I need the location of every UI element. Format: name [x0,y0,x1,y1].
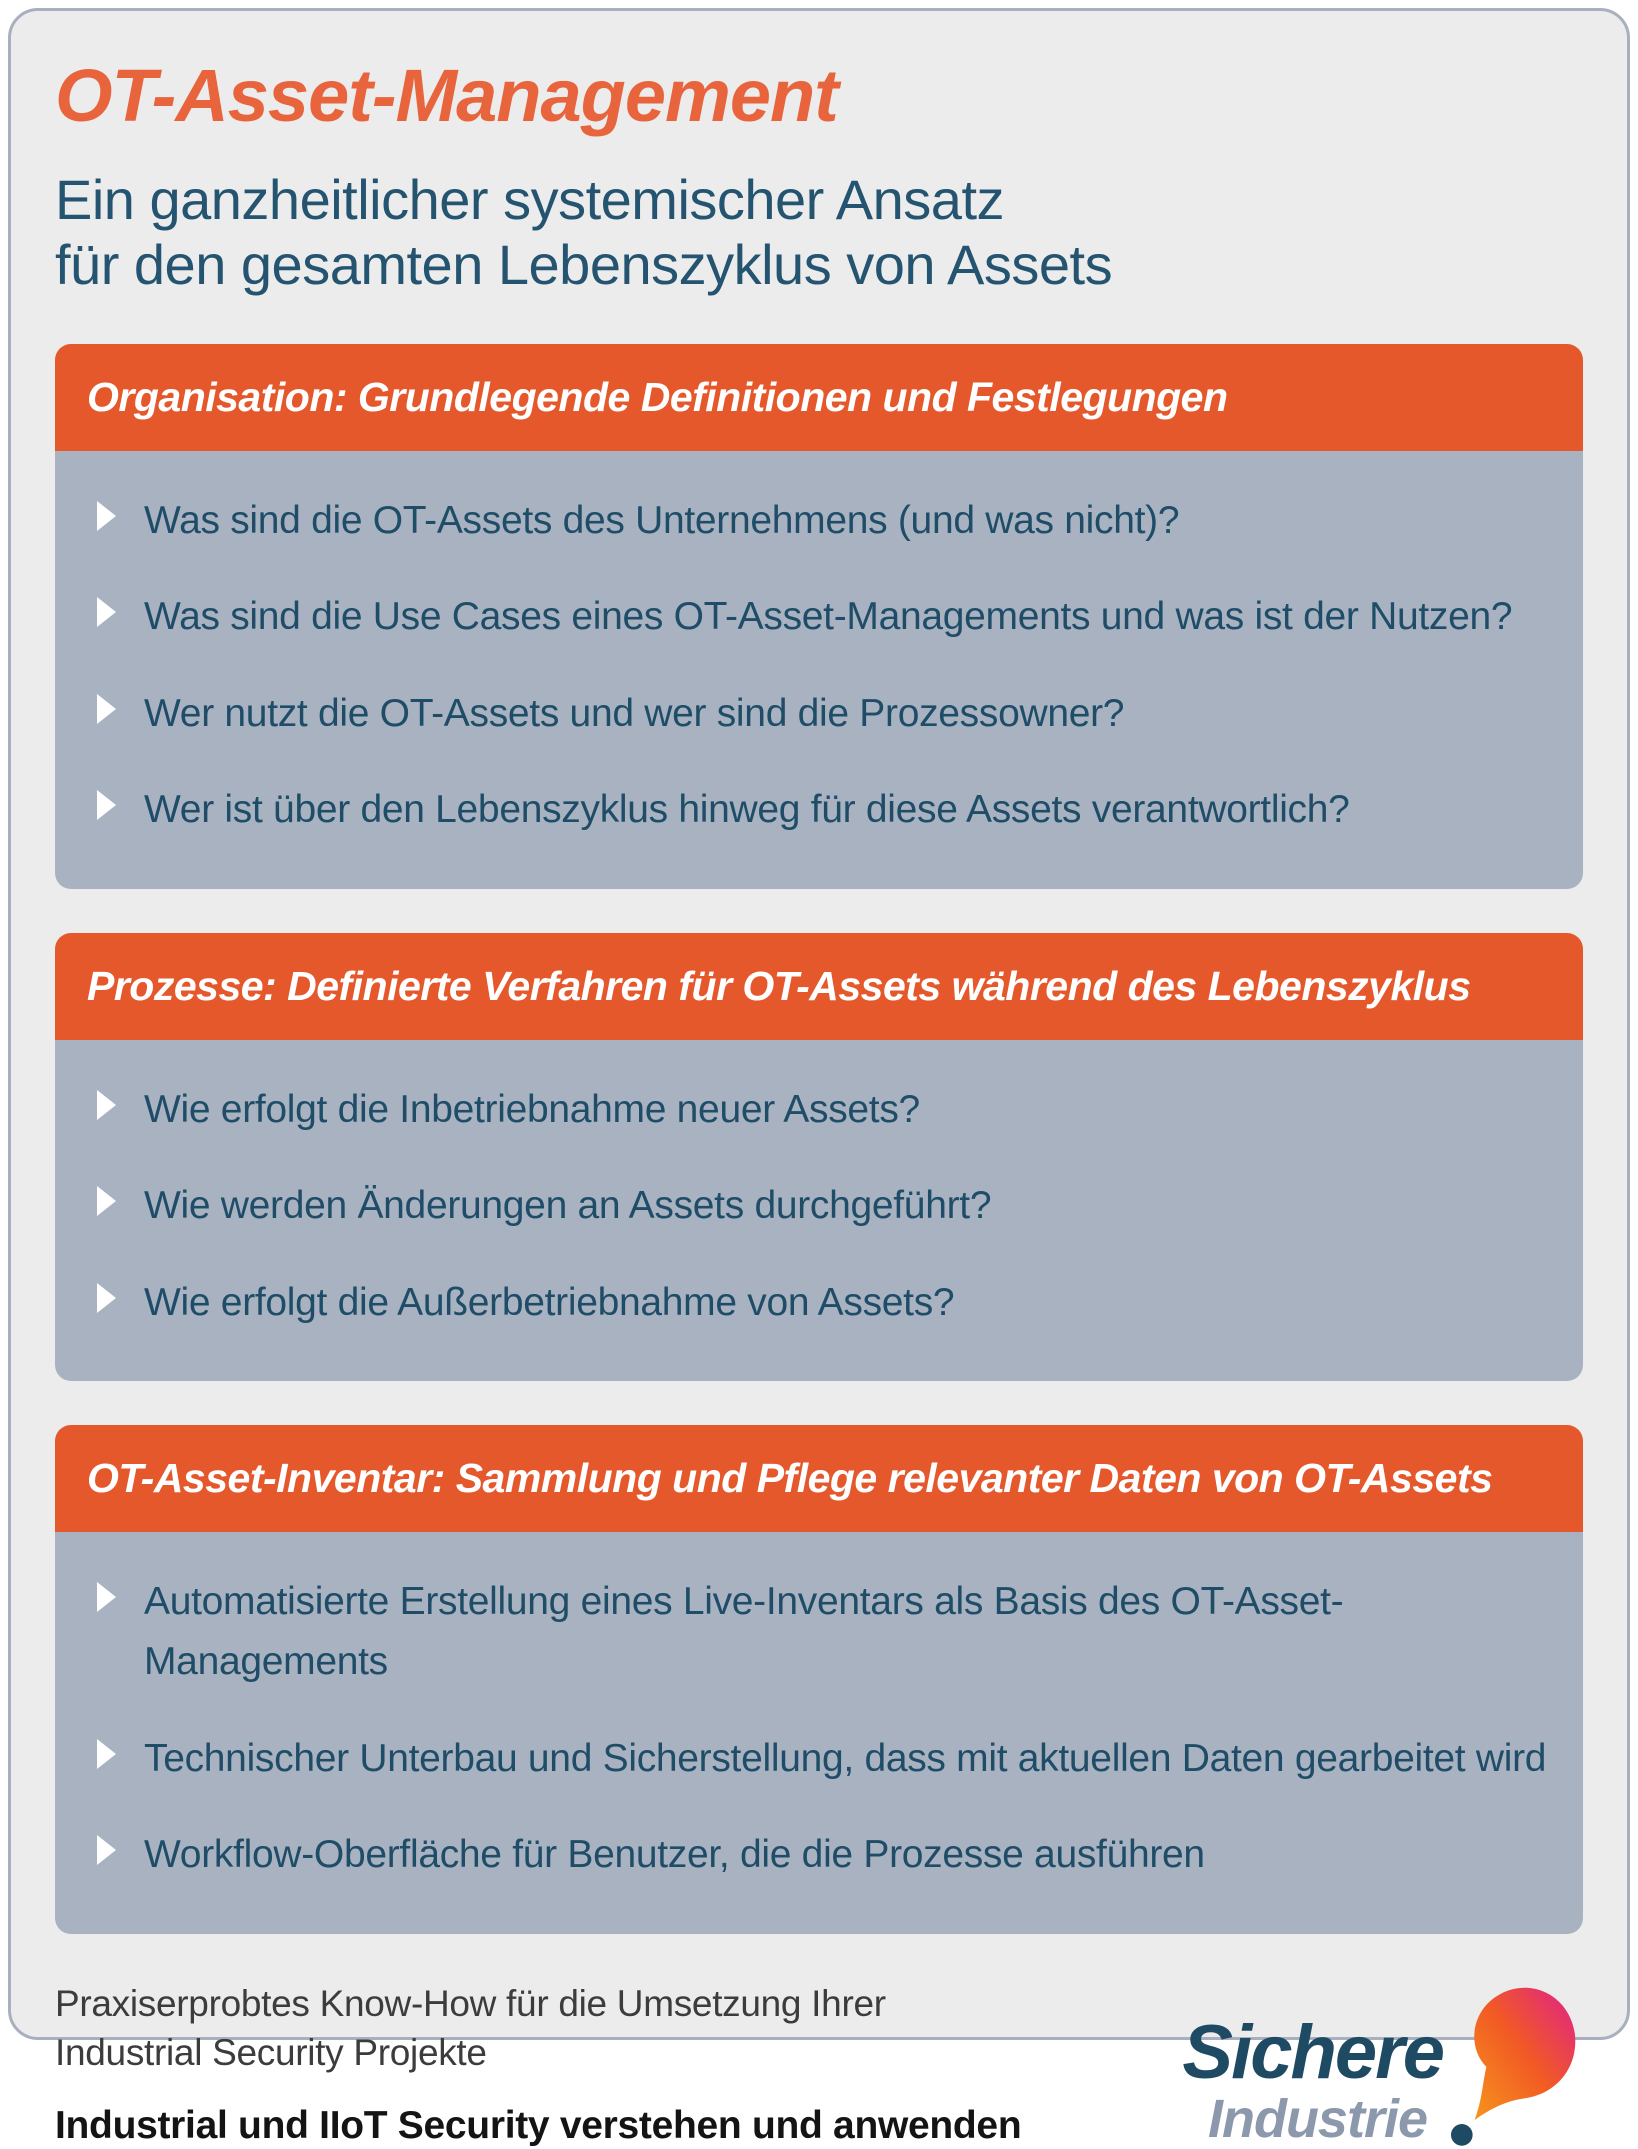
bullet-item [91,491,1547,551]
logo-text-industrie: Industrie [1207,2089,1427,2149]
page-title: OT-Asset-Management [55,54,838,137]
section-header-label: Prozesse: Definierte Verfahren für OT-Assets während des Lebenszyklus [87,962,1471,1009]
footer-claim: Industrial und IIoT Security verstehen und anwenden [55,2103,1022,2147]
bullet-arrow-icon [97,1739,116,1769]
infographic-card [8,8,1630,2149]
bullet-arrow-icon [97,694,116,724]
subtitle-line-2: für den gesamten Lebenszyklus von Assets [55,232,1113,296]
subtitle-line-1: Ein ganzheitlicher systemischer Ansatz [55,168,1004,231]
section-header-label: OT-Asset-Inventar: Sammlung und Pflege relevanter Daten von OT-Assets [87,1454,1493,1501]
section-organisation-header [55,344,1583,451]
footer-tagline [55,1980,1021,2078]
bullet-item [91,780,1547,840]
balloon-shape [1474,1988,1575,2120]
bullet-text: Was sind die OT-Assets des Unternehmens (und was nicht)? [144,498,1180,542]
bullet-text: Was sind die Use Cases eines OT-Asset-Managements und was ist der Nutzen? [144,595,1513,639]
bullet-text: Automatisierte Erstellung eines Live-Inventars als Basis des OT-Asset-Managements [144,1579,1344,1684]
bullet-arrow-icon [97,597,116,627]
bullet-item [91,587,1547,647]
bullet-arrow-icon [97,1283,116,1313]
bullet-item [91,684,1547,744]
section-prozesse [55,933,1583,1381]
footer-text-block [55,1980,1021,2148]
bullet-arrow-icon [97,501,116,531]
footer [55,1980,1583,2148]
bullet-item [91,1176,1547,1236]
bullet-item [91,1729,1547,1789]
section-ot-asset-inventar-header [55,1425,1583,1532]
bullet-item [91,1273,1547,1333]
bullet-item [91,1080,1547,1140]
section-prozesse-header [55,933,1583,1040]
bullet-text: Wie erfolgt die Außerbetriebnahme von Assets? [144,1280,955,1324]
balloon-exclamation-icon [1449,1980,1577,2148]
bullet-text: Workflow-Oberfläche für Benutzer, die die Prozesse ausführen [144,1833,1205,1877]
bullet-arrow-icon [97,1186,116,1216]
bullet-item [91,1572,1547,1693]
bullet-arrow-icon [97,1582,116,1612]
section-header-label: Organisation: Grundlegende Definitionen und Festlegungen [87,373,1228,420]
footer-tagline-line-1: Praxiserprobtes Know-How für die Umsetzung Ihrer [55,1982,886,2024]
section-ot-asset-inventar [55,1425,1583,1934]
bullet-item [91,1825,1547,1885]
section-organisation [55,344,1583,889]
section-ot-asset-inventar-body [55,1532,1583,1934]
footer-tagline-line-2: Industrial Security Projekte [55,2031,487,2073]
logo-text [1182,2010,1443,2149]
section-prozesse-body [55,1040,1583,1381]
bullet-text: Wer ist über den Lebenszyklus hinweg für diese Assets verantwortlich? [144,788,1350,832]
page-subtitle [55,168,1583,298]
bullet-text: Wie erfolgt die Inbetriebnahme neuer Assets? [144,1087,920,1131]
sichere-industrie-logo [1182,1980,1583,2148]
bullet-arrow-icon [97,1835,116,1865]
bullet-text: Wer nutzt die OT-Assets und wer sind die Prozessowner? [144,691,1125,735]
logo-dot [1451,2124,1473,2146]
logo-text-sichere: Sichere [1182,2010,1443,2096]
section-organisation-body [55,451,1583,889]
bullet-arrow-icon [97,790,116,820]
bullet-text: Wie werden Änderungen an Assets durchgeführt? [144,1184,992,1228]
bullet-text: Technischer Unterbau und Sicherstellung, dass mit aktuellen Daten gearbeitet wird [144,1736,1547,1780]
bullet-arrow-icon [97,1090,116,1120]
